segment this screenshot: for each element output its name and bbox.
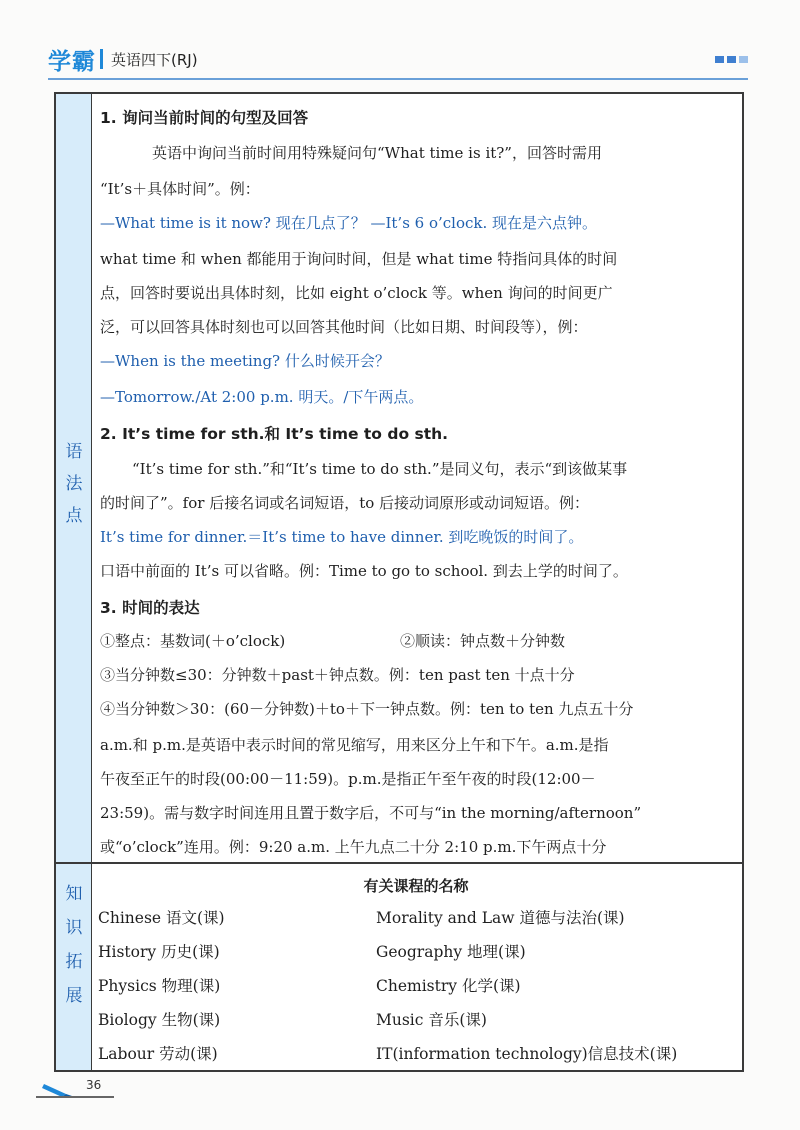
paragraph: 23:59)。需与数字时间连用且置于数字后，不可与“in the morning/afternoon” — [100, 804, 642, 822]
paragraph: “It’s time for sth.”和“It’s time to do sth.”是同义句，表示“到该做某事 — [132, 460, 628, 478]
course-item: Geography 地理(课) — [376, 943, 526, 961]
paragraph: a.m.和 p.m.是英语中表示时间的常见缩写，用来区分上午和下午。a.m.是指 — [100, 736, 609, 754]
book-title: 英语四下(RJ) — [111, 50, 198, 69]
sidebar-char: 识 — [65, 918, 83, 938]
course-item: Morality and Law 道德与法治(课) — [376, 909, 625, 927]
course-item: History 历史(课) — [98, 943, 220, 961]
sidebar-char: 知 — [65, 884, 83, 904]
logo — [48, 44, 198, 74]
paragraph: 的时间了”。for 后接名词或名词短语，to 后接动词原形或动词短语。例： — [100, 494, 590, 512]
sidebar-char: 语 — [65, 442, 83, 462]
decorative-dots — [715, 56, 748, 63]
header-rule — [48, 78, 748, 80]
extension-sidebar — [56, 864, 92, 1070]
example: —When is the meeting? 什么时候开会？ — [100, 352, 390, 370]
rule-item: ④当分钟数＞30：(60－分钟数)＋to＋下一钟点数。例：ten to ten 九点五十分 — [100, 700, 634, 718]
paragraph: what time 和 when 都能用于询问时间，但是 what time 特指问具体的时间 — [100, 250, 618, 268]
course-item: Music 音乐(课) — [376, 1011, 487, 1029]
course-item: Labour 劳动(课) — [98, 1045, 218, 1063]
heading-1: 1. 询问当前时间的句型及回答 — [100, 109, 309, 127]
course-item: Physics 物理(课) — [98, 977, 221, 995]
paragraph: 英语中询问当前时间用特殊疑问句“What time is it?”，回答时需用 — [152, 144, 602, 162]
sidebar-char: 展 — [65, 986, 83, 1006]
paragraph: 点，回答时要说出具体时刻，比如 eight o’clock 等。when 询问的时间更广 — [100, 284, 613, 302]
sidebar-char: 拓 — [65, 952, 83, 972]
grammar-sidebar — [56, 94, 92, 862]
logo-text: 学霸 — [48, 48, 96, 75]
extension-title: 有关课程的名称 — [363, 877, 469, 895]
grammar-box — [54, 92, 744, 1072]
paragraph: 泛，可以回答具体时刻也可以回答其他时间（比如日期、时间段等），例： — [100, 318, 588, 336]
sidebar-char: 法 — [65, 474, 83, 494]
rule-item: ②顺读：钟点数＋分钟数 — [400, 632, 566, 650]
heading-2: 2. It’s time for sth.和 It’s time to do sth. — [100, 425, 449, 443]
heading-3: 3. 时间的表达 — [100, 599, 200, 617]
rule-item: ①整点：基数词(＋o’clock) — [100, 632, 286, 650]
rule-item: ③当分钟数≤30：分钟数＋past＋钟点数。例：ten past ten 十点十分 — [100, 666, 575, 684]
paragraph: “It’s＋具体时间”。例： — [100, 180, 260, 198]
logo-separator — [100, 49, 103, 69]
paragraph: 口语中前面的 It’s 可以省略。例：Time to go to school. 到去上学的时间了。 — [100, 562, 628, 580]
course-item: Chinese 语文(课) — [98, 909, 225, 927]
sidebar-char: 点 — [65, 506, 83, 526]
example: —What time is it now? 现在几点了？ —It’s 6 o’clock. 现在是六点钟。 — [100, 214, 598, 232]
page-header — [48, 42, 748, 76]
course-item: Biology 生物(课) — [98, 1011, 221, 1029]
example: It’s time for dinner.＝It’s time to have dinner. 到吃晚饭的时间了。 — [100, 528, 584, 546]
footer-rule — [36, 1096, 114, 1098]
course-item: Chemistry 化学(课) — [376, 977, 521, 995]
course-item: IT(information technology)信息技术(课) — [376, 1045, 678, 1063]
paragraph: 或“o’clock”连用。例：9:20 a.m. 上午九点二十分 2:10 p.m.下午两点十分 — [100, 838, 607, 856]
paragraph: 午夜至正午的时段(00:00－11:59)。p.m.是指正午至午夜的时段(12:00－ — [100, 770, 596, 788]
page-number: 36 — [86, 1078, 102, 1092]
section-divider — [56, 862, 742, 864]
example: —Tomorrow./At 2:00 p.m. 明天。/下午两点。 — [100, 388, 424, 406]
